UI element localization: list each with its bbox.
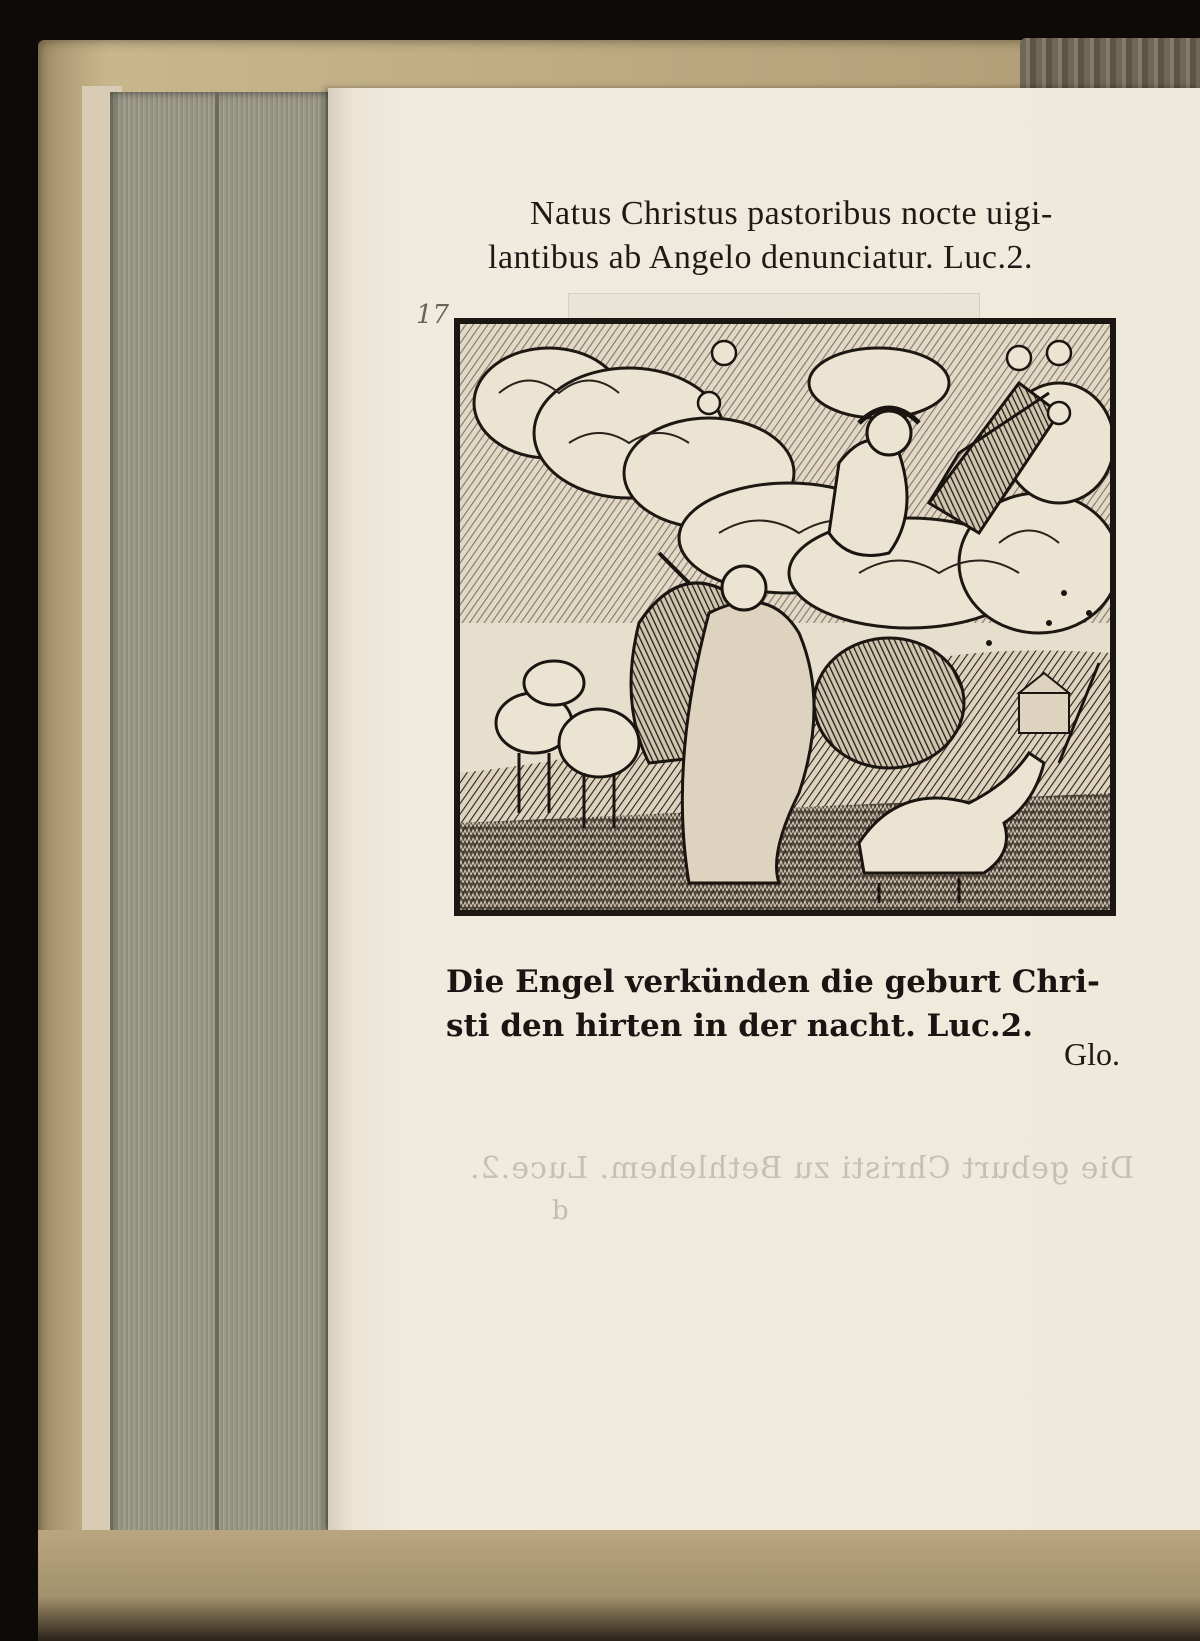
woodcut-annunciation-to-shepherds-icon [454,318,1116,916]
latin-caption [488,192,1200,280]
german-caption [446,960,1200,1048]
german-caption-line-1: Die Engel verkünden die geburt Chri- [446,964,1100,1000]
spine-headcap [1020,38,1200,90]
folio-number: 17 [416,300,450,330]
book-bottom-edge [38,1530,1200,1641]
show-through-caption: Die geburt Christi zu Bethlehem. Luce.2. [469,1151,1134,1186]
latin-caption-line-2: lantibus ab Angelo denunciatur. Luc.2. [488,239,1033,276]
catchword: Glo. [1064,1036,1120,1072]
show-through-signature: b [552,1196,569,1226]
text-block-gap [215,92,219,1578]
text-block-edges [110,92,336,1578]
latin-caption-line-1: Natus Christus pastoribus nocte uigi- [530,195,1053,232]
german-caption-line-2: sti den hirten in der nacht. Luc.2. [446,1008,1034,1044]
book-page [328,88,1200,1530]
